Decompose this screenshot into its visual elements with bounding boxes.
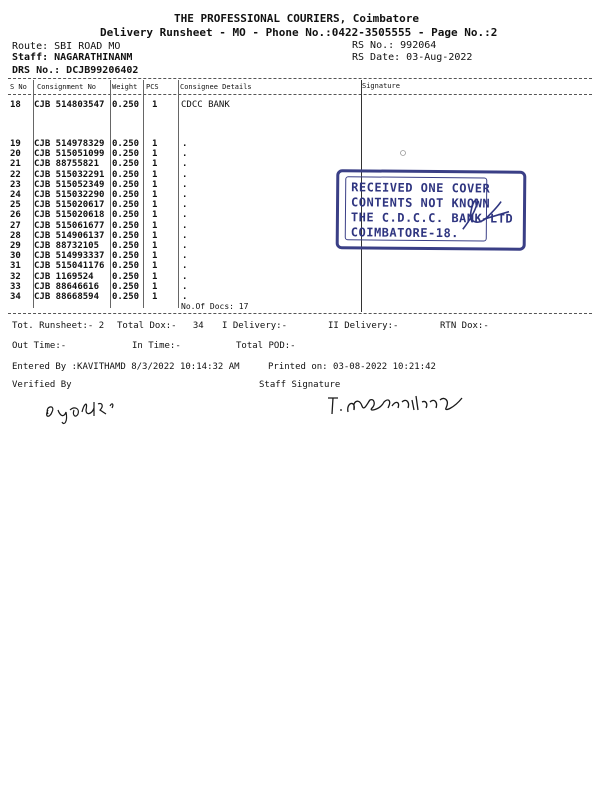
cell-consignment: CJB 88755821 (34, 159, 100, 170)
rs-no-label: RS No.: 992064 (352, 40, 437, 51)
cell-weight: 0.250 (112, 169, 140, 180)
stamp-line: RECEIVED ONE COVER (351, 180, 491, 196)
cell-weight: 0.250 (112, 100, 140, 110)
cell-pcs: 1 (152, 281, 158, 292)
cell-pcs: 1 (152, 220, 158, 231)
cell-weight: 0.250 (112, 190, 140, 200)
cell-pcs: 1 (152, 251, 158, 262)
cell-pcs: 1 (152, 210, 158, 221)
entered-by: Entered By :KAVITHAMD 8/3/2022 10:14:32 AM (12, 362, 240, 372)
cell-details: . (182, 271, 188, 282)
cell-weight: 0.250 (112, 159, 140, 170)
cell-consignment: CJB 515041176 (34, 261, 105, 272)
cell-details: . (182, 220, 188, 231)
cell-pcs: 1 (152, 190, 158, 200)
out-time: Out Time:- (12, 341, 67, 351)
col-pcs: PCS (146, 83, 159, 91)
stamp-line: COIMBATORE-18. (350, 225, 460, 241)
cell-sno: 20 (10, 149, 21, 160)
cell-weight: 0.250 (112, 261, 140, 272)
cell-weight: 0.250 (112, 149, 140, 160)
cell-consignment: CJB 514993337 (34, 251, 105, 262)
col-sno: S No (10, 83, 27, 91)
staff-label: Staff: NAGARATHINANM (12, 52, 133, 63)
printed-on: Printed on: 03-08-2022 10:21:42 (268, 362, 436, 372)
table-header-rule (8, 94, 592, 95)
cell-pcs: 1 (152, 169, 158, 180)
table-top-rule (8, 78, 592, 79)
cell-consignment: CJB 515020617 (34, 200, 105, 211)
cell-consignment: CJB 514978329 (34, 139, 105, 149)
cell-weight: 0.250 (112, 179, 140, 190)
cell-weight: 0.250 (112, 139, 140, 149)
cell-sno: 28 (10, 230, 21, 241)
cell-sno: 27 (10, 220, 21, 231)
cell-details: . (182, 251, 188, 262)
total-runsheet: Tot. Runsheet:- 2 (12, 321, 105, 331)
cell-details: . (182, 169, 188, 180)
cell-sno: 29 (10, 241, 21, 251)
cell-consignment: CJB 514803547 (34, 100, 105, 110)
cell-consignment: CJB 515052349 (34, 179, 105, 190)
col-divider (110, 80, 111, 308)
cell-pcs: 1 (152, 241, 158, 251)
cell-pcs: 1 (152, 149, 158, 160)
rtn-dox: RTN Dox:- (440, 321, 489, 331)
cell-weight: 0.250 (112, 220, 140, 231)
cell-sno: 21 (10, 159, 21, 170)
cell-pcs: 1 (152, 230, 158, 241)
cell-pcs: 1 (152, 200, 158, 211)
total-dox: Total Dox:- 34 (117, 321, 204, 331)
cell-pcs: 1 (152, 159, 158, 170)
cell-consignment: CJB 88646616 (34, 281, 100, 292)
col-weight: Weight (112, 83, 138, 91)
cell-details: . (182, 200, 188, 211)
cell-pcs: 1 (152, 139, 158, 149)
cell-weight: 0.250 (112, 292, 140, 302)
cell-details: . (182, 149, 188, 160)
cell-consignment: CJB 514906137 (34, 230, 105, 241)
route-label: Route: SBI ROAD MO (12, 41, 121, 52)
cell-pcs: 1 (152, 292, 158, 302)
cell-pcs: 1 (152, 179, 158, 190)
i-delivery: I Delivery:- (222, 321, 288, 331)
cell-sno: 24 (10, 190, 21, 200)
cell-sno: 22 (10, 169, 21, 180)
col-consignment: Consignment No (37, 83, 97, 91)
staff-signature (322, 388, 482, 424)
cell-consignment: CJB 88732105 (34, 241, 100, 251)
drs-label: DRS No.: DCJB99206402 (12, 65, 139, 76)
ii-delivery: II Delivery:- (328, 321, 399, 331)
table-bottom-rule (8, 313, 592, 314)
cell-sno: 34 (10, 292, 21, 302)
cell-weight: 0.250 (112, 210, 140, 221)
total-pod: Total POD:- (236, 341, 296, 351)
cell-sno: 19 (10, 139, 21, 149)
cell-consignment: CJB 515051099 (34, 149, 105, 160)
cell-details: . (182, 210, 188, 221)
table-row (10, 100, 230, 110)
cell-weight: 0.250 (112, 271, 140, 282)
stamp-signature-scribble (457, 181, 518, 242)
cell-sno: 23 (10, 179, 21, 190)
cell-sno: 33 (10, 281, 21, 292)
cell-details: . (182, 292, 188, 302)
scan-speck (398, 148, 408, 158)
staff-signature-label: Staff Signature (259, 380, 341, 390)
cell-consignment: CJB 515032291 (34, 169, 105, 180)
col-divider (143, 80, 144, 308)
cell-sno: 30 (10, 251, 21, 262)
no-of-docs: No.Of Docs: 17 (181, 302, 249, 311)
cell-sno: 32 (10, 271, 21, 282)
cell-weight: 0.250 (112, 281, 140, 292)
in-time: In Time:- (132, 341, 181, 351)
cell-pcs: 1 (152, 100, 158, 110)
verified-by-label: Verified By (12, 380, 72, 390)
cell-pcs: 1 (152, 271, 158, 282)
cell-sno: 26 (10, 210, 21, 221)
cell-details: . (182, 139, 188, 149)
cell-weight: 0.250 (112, 230, 140, 241)
cell-consignment: CJB 88668594 (34, 292, 100, 302)
col-divider (178, 80, 179, 308)
company-title: THE PROFESSIONAL COURIERS, Coimbatore (174, 12, 420, 25)
cell-details: . (182, 261, 188, 272)
cell-pcs: 1 (152, 261, 158, 272)
cell-sno: 31 (10, 261, 21, 272)
runsheet-subtitle: Delivery Runsheet - MO - Phone No.:0422-3505555 - Page No.:2 (100, 26, 498, 39)
cell-consignment: CJB 515061677 (34, 220, 105, 231)
cell-details: . (182, 230, 188, 241)
cell-details: . (182, 159, 188, 170)
verified-by-signature (40, 392, 140, 428)
cell-consignment: CJB 1169524 (34, 271, 94, 282)
cell-weight: 0.250 (112, 251, 140, 262)
cell-details: . (182, 241, 188, 251)
cell-details: . (182, 179, 188, 190)
cell-consignment: CJB 515020618 (34, 210, 105, 221)
bank-received-stamp (336, 169, 527, 251)
stamp-line: CONTENTS NOT KNOWN (351, 195, 491, 211)
cell-weight: 0.250 (112, 200, 140, 211)
rs-date-label: RS Date: 03-Aug-2022 (352, 52, 473, 63)
cell-weight: 0.250 (112, 241, 140, 251)
stamp-line: THE C.D.C.C. BANK LTD (350, 210, 514, 226)
cell-details: CDCC BANK (181, 100, 230, 110)
cell-sno: 18 (10, 100, 21, 110)
cell-consignment: CJB 515032290 (34, 190, 105, 200)
col-consignee: Consignee Details (180, 83, 252, 91)
col-signature: Signature (362, 82, 400, 90)
cell-details: . (182, 281, 188, 292)
cell-sno: 25 (10, 200, 21, 211)
cell-details: . (182, 190, 188, 200)
